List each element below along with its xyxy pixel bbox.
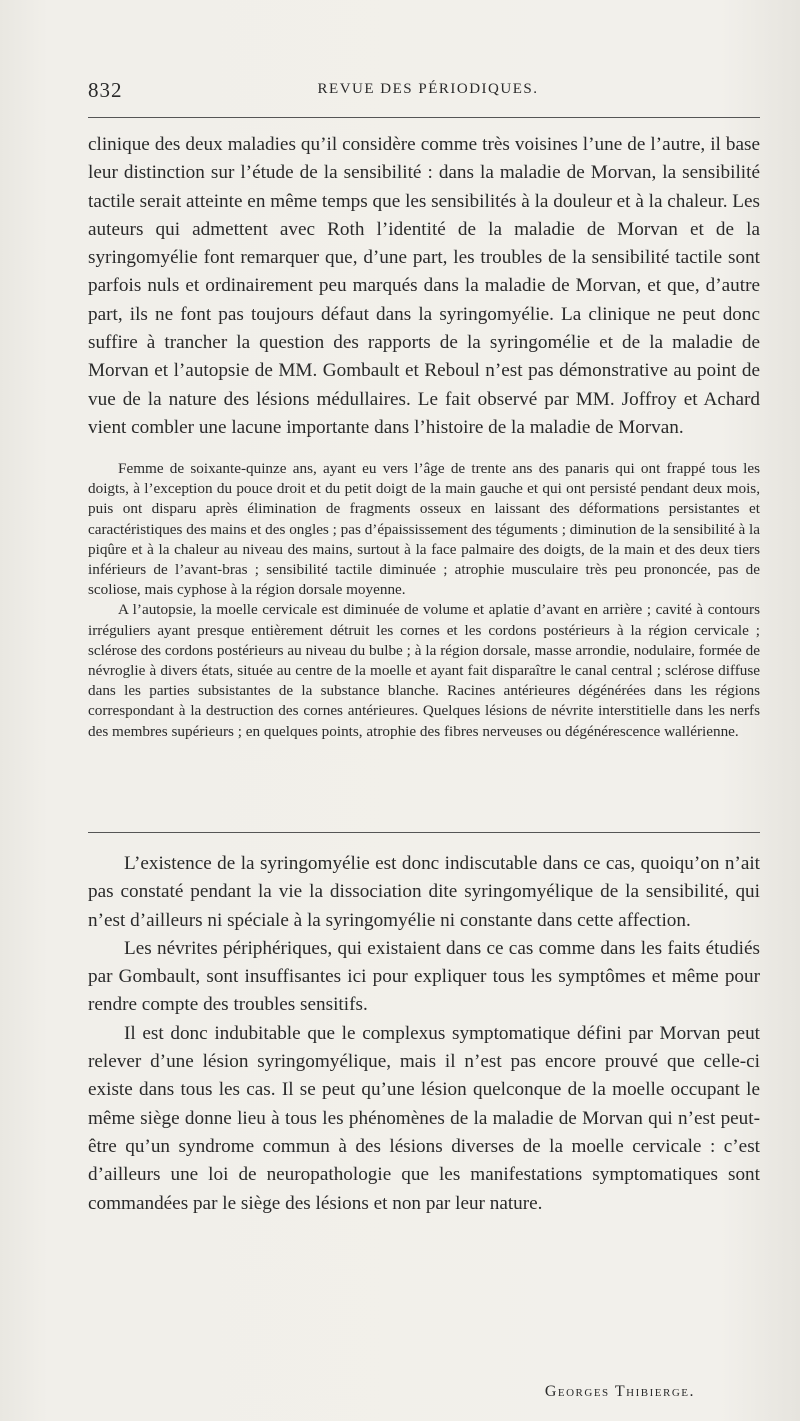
section-rule xyxy=(88,832,760,833)
page-header xyxy=(88,78,760,102)
opening-paragraph: clinique des deux maladies qu’il considère comme très voisines l’une de l’autre, il base leur distinction sur l’étude de la sensibilité : dans la maladie de Morvan, la sensibilité tactile serait atteinte en même temps que les sensibilités à la douleur et à la chaleur. Les auteurs qui admettent avec Roth l’identité de la maladie de Morvan et de la syringomyélie font remarquer que, d’une part, les troubles de la sensibilité tactile sont parfois nuls et ordinairement peu marqués dans la maladie de Morvan, et que, d’autre part, ils ne font pas toujours défaut dans la syringomyélie. La clinique ne peut donc suffire à trancher la question des rapports de la syringomélie et de la maladie de Morvan et l’autopsie de MM. Gombault et Reboul n’est pas démonstrative au point de vue de la nature des lésions médullaires. Le fait observé par MM. Joffroy et Achard vient combler une lacune importante dans l’histoire de la maladie de Morvan. xyxy=(88,134,760,438)
page-number: 832 xyxy=(88,78,123,102)
case-report-clinical: Femme de soixante-quinze ans, ayant eu vers l’âge de trente ans des panaris qui ont frappé tous les doigts, à l’exception du pouce droit et du petit doigt de la main gauche et qui ont persisté pendant deux mois, puis ont disparu après élimination de fragments osseux en laissant des déformations persistantes et caractéristiques des mains et des ongles ; pas d’épaississement des téguments ; diminution de la sensibilité à la piqûre et à la chaleur au niveau des mains, surtout à la face palmaire des doigts, de la main et des deux tiers inférieurs de l’avant-bras ; sensibilité tactile diminuée ; atrophie musculaire très peu prononcée, pas de scoliose, mais cyphose à la région dorsale moyenne. xyxy=(88,460,760,599)
conclusion-block xyxy=(88,850,760,1218)
conclusion-paragraph-1: L’existence de la syringomyélie est donc indiscutable dans ce cas, quoiqu’on n’ait pas constaté pendant la vie la dissociation dite syringomyélique de la sensibilité, qui n’est d’ailleurs ni spéciale à la syringomyélie ni constante dans cette affection. xyxy=(88,853,760,931)
case-report-block xyxy=(88,459,760,742)
running-head: REVUE DES PÉRIODIQUES. xyxy=(317,81,539,97)
conclusion-paragraph-2: Les névrites périphériques, qui existaient dans ce cas comme dans les faits étudiés par Gombault, sont insuffisantes ici pour expliquer tous les symptômes et même pour rendre compte des troubles sensitifs. xyxy=(88,937,760,1016)
author-signature: Georges Thibierge. xyxy=(544,1383,695,1400)
conclusion-paragraph-3: Il est donc indubitable que le complexus symptomatique défini par Morvan peut relever d’une lésion syringomyélique, mais il n’est pas encore prouvé que celle-ci existe dans tous les cas. Il se peut qu’une lésion quelconque de la moelle occupant le même siège donne lieu à tous les phénomènes de la maladie de Morvan qui n’est peut-être qu’un syndrome commun à des lésions diverses de la moelle cervicale : c’est d’ailleurs une loi de neuropathologie que les manifestations symptomatiques sont commandées par le siège des lésions et non par leur nature. xyxy=(88,1022,760,1214)
case-report-autopsy: A l’autopsie, la moelle cervicale est diminuée de volume et aplatie d’avant en arrière ; cavité à contours irréguliers ayant presque entièrement détruit les cornes et les cordons postérieurs à la région cervicale ; sclérose des cordons postérieurs au niveau du bulbe ; à la région dorsale, masse arrondie, nodulaire, formée de névroglie à divers états, située au centre de la moelle et ayant fait disparaître le canal central ; sclérose diffuse dans les parties subsistantes de la substance blanche. Racines antérieures dégénérées dans les régions correspondant à la destruction des cornes antérieures. Quelques lésions de névrite interstitielle dans les nerfs des membres supérieurs ; en quelques points, atrophie des fibres nerveuses ou dégénérescence wallérienne. xyxy=(88,601,760,740)
header-rule xyxy=(88,117,760,118)
opening-paragraph-block xyxy=(88,131,760,442)
